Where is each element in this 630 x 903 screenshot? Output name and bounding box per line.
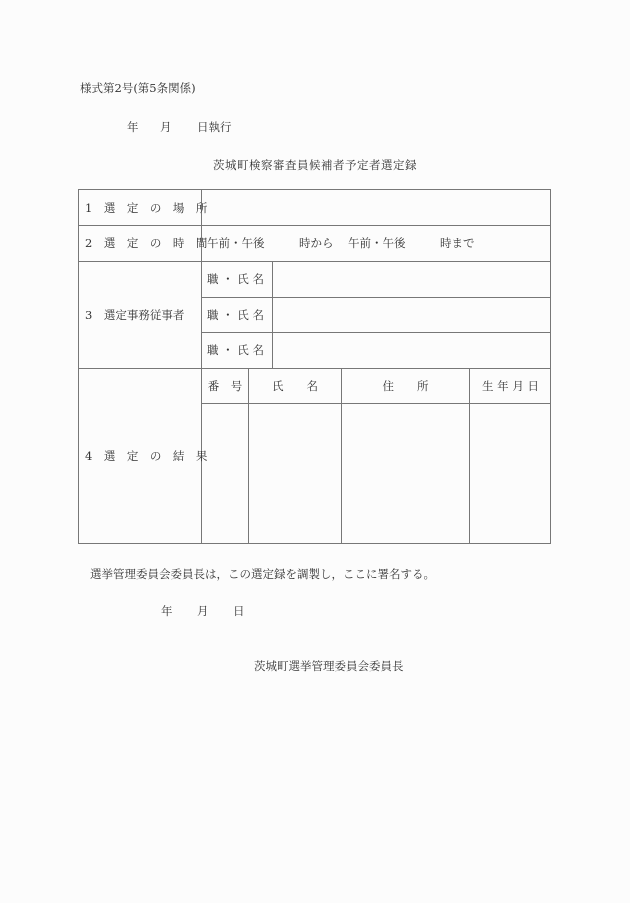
staff-label-1: 職 ・ 氏 名 xyxy=(207,272,264,286)
am-pm-start: 午前・午後 xyxy=(207,236,265,250)
row-label-time: 2 選 定 の 時 間 xyxy=(85,236,208,250)
exec-month-label: 月 xyxy=(160,120,172,134)
selection-record-table xyxy=(78,189,551,544)
col-header-number: 番 号 xyxy=(207,378,243,393)
result-entries-area[interactable] xyxy=(202,404,551,543)
signer-title: 茨城町選挙管理委員会委員長 xyxy=(254,659,404,673)
time-to-label: 時まで xyxy=(440,236,475,250)
staff-label-2: 職 ・ 氏 名 xyxy=(207,307,264,322)
form-number: 様式第2号(第5条関係) xyxy=(80,81,196,95)
staff-field-3[interactable] xyxy=(273,332,551,368)
sign-month-label: 月 xyxy=(197,604,209,618)
staff-field-1[interactable] xyxy=(273,261,551,297)
statement-text: 選挙管理委員会委員長は，この選定録を調製し，ここに署名する。 xyxy=(90,567,435,581)
col-header-name: 氏 名 xyxy=(272,378,318,393)
col-header-birthdate: 生 年 月 日 xyxy=(482,378,539,393)
staff-label-3: 職 ・ 氏 名 xyxy=(207,343,264,357)
row-label-place: 1 選 定 の 場 所 xyxy=(85,200,208,215)
exec-year-label: 年 xyxy=(127,120,139,134)
sign-year-label: 年 xyxy=(161,604,173,618)
col-header-address: 住 所 xyxy=(382,378,429,393)
place-field[interactable] xyxy=(202,190,551,225)
row-label-result: 4 選 定 の 結 果 xyxy=(85,449,208,463)
sign-day-label: 日 xyxy=(233,604,245,618)
exec-day-label: 日執行 xyxy=(197,120,232,134)
time-from-label: 時から xyxy=(299,236,334,250)
am-pm-end: 午前・午後 xyxy=(348,236,406,250)
staff-field-2[interactable] xyxy=(273,297,551,332)
row-label-staff: 3 選定事務従事者 xyxy=(85,307,185,322)
document-title: 茨城町検察審査員候補者予定者選定録 xyxy=(213,158,417,172)
